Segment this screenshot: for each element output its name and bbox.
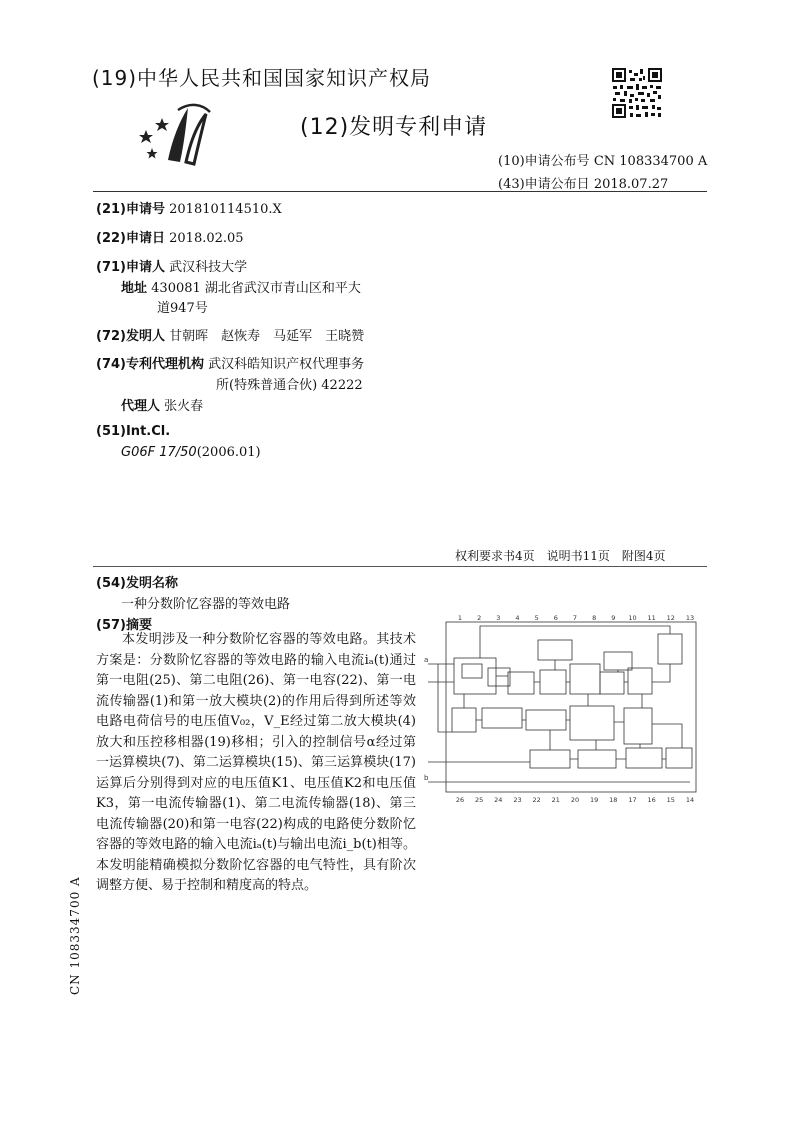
figure-reference-number: 17 — [628, 796, 637, 804]
address-line2: 道947号 — [157, 301, 208, 316]
figure-reference-number: 15 — [666, 796, 675, 804]
application-number-row — [96, 198, 282, 217]
application-date: 2018.02.05 — [169, 231, 244, 246]
amplifier-right — [658, 634, 682, 664]
control-block-right — [624, 708, 652, 744]
operation-block-bottom-a — [530, 750, 570, 768]
figure-reference-number: 6 — [553, 614, 558, 622]
figure-reference-number: 19 — [590, 796, 599, 804]
figure-reference-number: 5 — [534, 614, 539, 622]
applicant-label: (71)申请人 — [96, 260, 165, 275]
agency-row — [96, 353, 364, 372]
output-terminal-label: b — [424, 774, 429, 782]
agency-line1: 武汉科皓知识产权代理事务 — [208, 357, 365, 372]
agency-line2: 所(特殊普通合伙) 42222 — [216, 378, 363, 393]
figure-reference-number: 26 — [455, 796, 465, 804]
ipc-label: (51)Int.Cl. — [96, 424, 171, 439]
figure-reference-number: 7 — [572, 614, 578, 622]
multiplier-block-b — [570, 664, 600, 694]
issuing-office: (19)中华人民共和国国家知识产权局 — [92, 66, 432, 90]
inventors-row — [96, 325, 364, 344]
document-type: (12)发明专利申请 — [300, 115, 488, 140]
figure-reference-number: 3 — [496, 614, 501, 622]
applicant-row — [96, 256, 247, 275]
operation-block-mid — [600, 672, 624, 694]
figure-reference-number: 21 — [551, 796, 560, 804]
compute-block-a — [508, 672, 534, 694]
operation-block-bottom-c — [626, 748, 662, 768]
application-date-row — [96, 227, 244, 246]
qr-code-icon — [612, 68, 662, 118]
agent-row — [121, 395, 203, 414]
figure-reference-number: 9 — [611, 614, 616, 622]
header-divider — [93, 191, 707, 192]
control-block-top — [538, 640, 572, 660]
agency-label: (74)专利代理机构 — [96, 357, 204, 372]
phase-shifter-b — [526, 710, 566, 730]
publication-number: (10)申请公布号 CN 108334700 A — [498, 154, 708, 169]
circuit-outer-frame — [446, 622, 696, 792]
operation-block-right — [628, 668, 652, 694]
phase-shifter-a — [482, 708, 522, 728]
figure-reference-number: 22 — [532, 796, 541, 804]
address-line1: 430081 湖北省武汉市青山区和平大 — [151, 281, 361, 296]
inventors: 甘朝晖 赵恢寿 马延军 王晓赞 — [169, 329, 365, 344]
figure-reference-number: 23 — [513, 796, 522, 804]
figure-reference-number: 8 — [592, 614, 597, 622]
resistor-block — [452, 708, 476, 732]
operation-block-bottom-b — [578, 750, 616, 768]
operation-block-bottom-d — [666, 748, 692, 768]
ipc-row — [121, 445, 261, 460]
agent: 张火春 — [164, 399, 204, 414]
figure-reference-number: 20 — [570, 796, 580, 804]
application-number-label: (21)申请号 — [96, 202, 165, 217]
figure-reference-number: 10 — [628, 614, 637, 622]
agent-label: 代理人 — [121, 399, 161, 414]
ipc-code: G06F 17/50 — [121, 445, 197, 460]
abstract-label: (57)摘要 — [96, 618, 152, 633]
side-publication-code: CN 108334700 A — [68, 876, 82, 995]
figure-reference-number: 13 — [685, 614, 695, 622]
invention-title-label: (54)发明名称 — [96, 576, 178, 591]
publication-date: (43)申请公布日 2018.07.27 — [498, 177, 669, 192]
invention-title: 一种分数阶忆容器的等效电路 — [121, 597, 291, 612]
application-date-label: (22)申请日 — [96, 231, 165, 246]
multiplier-block-a — [540, 670, 566, 694]
figure-reference-number: 12 — [666, 614, 675, 622]
figure-reference-number: 2 — [477, 614, 482, 622]
page-counts: 权利要求书4页 说明书11页 附图4页 — [455, 549, 666, 563]
abstract-divider — [93, 566, 707, 567]
application-number: 201810114510.X — [169, 202, 282, 217]
figure-reference-number: 4 — [515, 614, 520, 622]
phase-shifter-main — [570, 706, 614, 740]
amp-block-a — [462, 664, 482, 678]
input-terminal-label: a — [424, 656, 429, 664]
inventors-label: (72)发明人 — [96, 329, 165, 344]
cnipa-emblem-icon — [128, 100, 228, 172]
operation-block-top — [604, 652, 632, 670]
applicant: 武汉科技大学 — [169, 260, 248, 275]
abstract-text: 本发明涉及一种分数阶忆容器的等效电路。其技术方案是：分数阶忆容器的等效电路的输入电流iₐ(t)通过第一电阻(25)、第二电阻(26)、第一电容(22)、第一电流传输器(1)和第一放大模块(2)的作用后得到所述等效电路电荷信号的电压值V₀₂，V_E经过第二放大模块(4)放大和压控移相器(19)移相；引入的控制信号α经过第一运算模块(7)、第二运算模块(15)、第三运算模块(17)运算后分别得到对应的电压值K1、电压值K2和电压值K3，第一电流传输器(1)、第二电流传输器(18)、第三电流传输器(20)和第一电容(22)构成的电路使分数阶忆容器的等效电路的输入电流iₐ(t)与输出电流i_b(t)相等。本发明能精确模拟分数阶忆容器的电气特性，具有阶次调整方便、易于控制和精度高的特点。 — [96, 632, 416, 893]
ipc-version: (2006.01) — [196, 445, 261, 460]
address-label: 地址 — [121, 281, 148, 296]
circuit-diagram — [420, 612, 708, 804]
figure-reference-number: 11 — [647, 614, 656, 622]
figure-reference-number: 24 — [494, 796, 503, 804]
address-row — [121, 277, 361, 296]
current-conveyor-block — [454, 658, 496, 694]
figure-reference-number: 14 — [685, 796, 695, 804]
figure-reference-number: 18 — [609, 796, 618, 804]
figure-reference-number: 1 — [457, 614, 463, 622]
figure-reference-number: 16 — [647, 796, 656, 804]
figure-reference-number: 25 — [475, 796, 484, 804]
amp-block-b — [488, 668, 510, 686]
